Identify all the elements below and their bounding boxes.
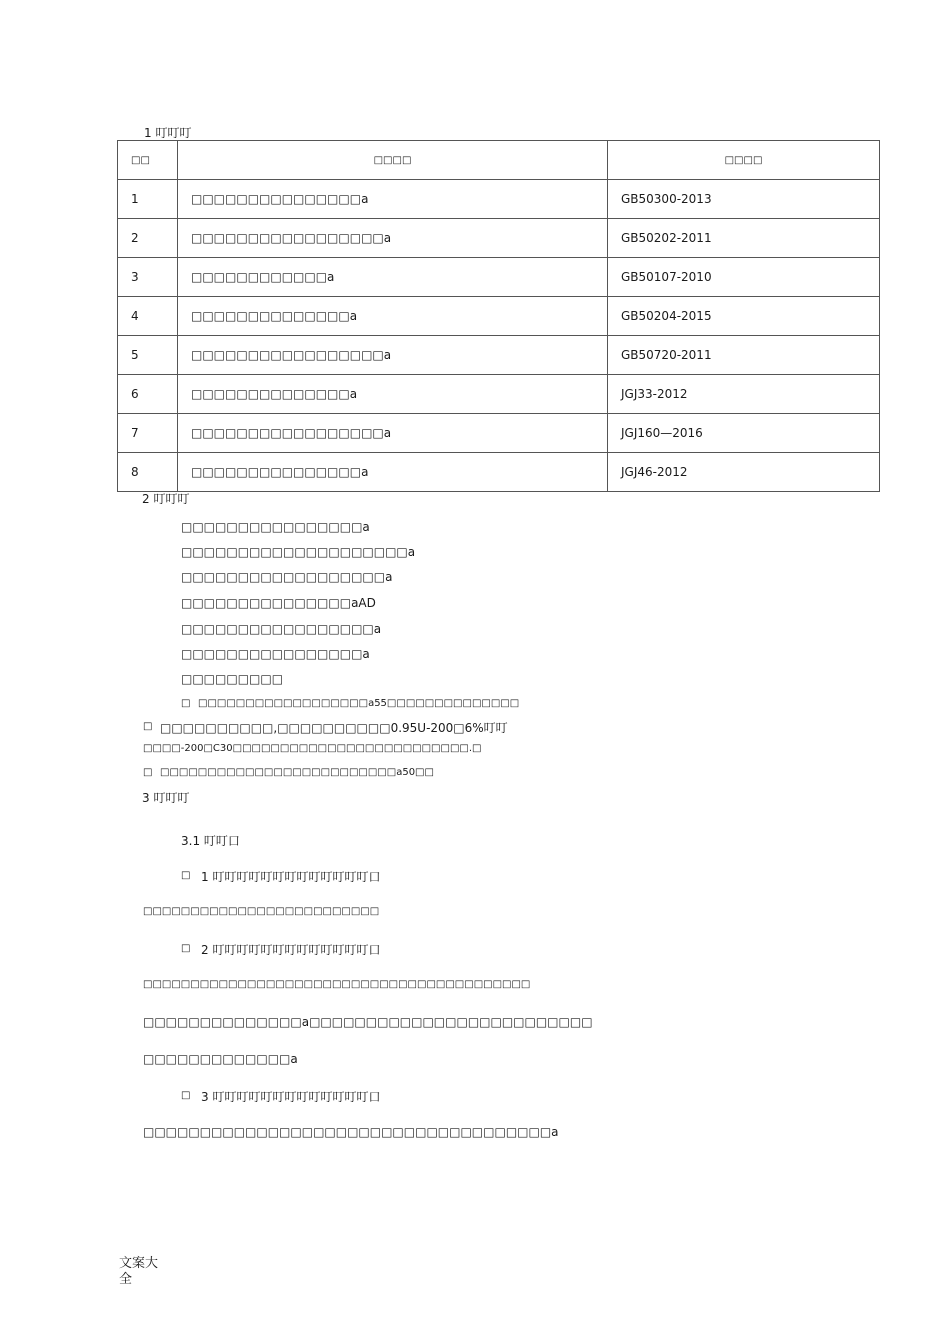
header-number: □□ (118, 141, 178, 180)
paragraph-line: □□□□□□□□□□□□□□□□□□□□□□□□□a50□□ (160, 767, 434, 778)
list-item: □□□□□□□□□□□□□□□aAD (181, 596, 376, 610)
row-name: □□□□□□□□□□□□□□□a (178, 453, 608, 492)
row-number: 5 (118, 336, 178, 375)
table-header-row (118, 141, 880, 180)
row-number: 3 (118, 258, 178, 297)
paragraph-line: □□□□□□□□□□□□□□□□□□□□□□□□□ (143, 906, 380, 917)
bullet-mark: □ (181, 870, 191, 881)
list-item: □□□□□□□□□ (181, 672, 284, 686)
header-code: □□□□ (608, 141, 880, 180)
paragraph-line: □□□□□□□□□□□□□□□□□□□□□□□□□□□□□□□□□□□□□□□□□ (143, 979, 531, 990)
paragraph-line: □□□□□□□□□□□□□a (143, 1052, 298, 1066)
row-name: □□□□□□□□□□□□□□□a (178, 180, 608, 219)
paragraph-line: □□□□□□□□□□□□□□□□□□□□□□□□□□□□□□□□□□□□a (143, 1125, 559, 1139)
row-code: JGJ160—2016 (608, 414, 880, 453)
footer-text: 文案大全 (119, 1256, 159, 1287)
table-row (118, 219, 880, 258)
row-name: □□□□□□□□□□□□□□□□□a (178, 219, 608, 258)
row-name: □□□□□□□□□□□□□□□□□a (178, 336, 608, 375)
paragraph-line: □□□□□□□□□□,□□□□□□□□□□0.95U-200□6%叮叮 (160, 721, 508, 735)
row-code: GB50204-2015 (608, 297, 880, 336)
row-code: GB50300-2013 (608, 180, 880, 219)
item-heading: 2 叮叮叮叮叮叮叮叮叮叮叮叮叮口 (201, 943, 381, 957)
row-number: 8 (118, 453, 178, 492)
section-3-heading: 3 叮叮叮 (142, 791, 190, 805)
table-row (118, 453, 880, 492)
row-number: 7 (118, 414, 178, 453)
paragraph-line: □□□□□□□□□□□□□□a□□□□□□□□□□□□□□□□□□□□□□□□□ (143, 1015, 593, 1029)
row-name: □□□□□□□□□□□□□□□□□a (178, 414, 608, 453)
row-code: JGJ46-2012 (608, 453, 880, 492)
row-name: □□□□□□□□□□□□a (178, 258, 608, 297)
standards-table (117, 140, 880, 492)
list-item: □□□□□□□□□□□□□□□□□□a (181, 570, 393, 584)
table-row (118, 336, 880, 375)
bullet-mark: □ (143, 767, 153, 778)
row-number: 4 (118, 297, 178, 336)
table-row (118, 258, 880, 297)
section-2-heading: 2 叮叮叮 (142, 492, 190, 506)
row-number: 1 (118, 180, 178, 219)
bullet-mark: □ (143, 721, 153, 732)
header-name: □□□□ (178, 141, 608, 180)
list-item: □□□□□□□□□□□□□□□□□□□□a (181, 545, 416, 559)
row-name: □□□□□□□□□□□□□□a (178, 375, 608, 414)
row-number: 2 (118, 219, 178, 258)
sub-heading: 3.1 叮叮口 (181, 834, 240, 848)
table-row (118, 375, 880, 414)
table-row (118, 180, 880, 219)
row-name: □□□□□□□□□□□□□□a (178, 297, 608, 336)
row-code: GB50107-2010 (608, 258, 880, 297)
section-1-heading: 1 叮叮叮 (144, 126, 192, 140)
bullet-mark: □ (181, 943, 191, 954)
paragraph-line: □□□□-200□C30□□□□□□□□□□□□□□□□□□□□□□□□□.□ (143, 743, 482, 754)
list-item: □□□□□□□□□□□□□□□□a (181, 520, 370, 534)
row-number: 6 (118, 375, 178, 414)
bullet-mark: □ (181, 1090, 191, 1101)
row-code: JGJ33-2012 (608, 375, 880, 414)
table-row (118, 297, 880, 336)
row-code: GB50720-2011 (608, 336, 880, 375)
bullet-mark: □ (181, 698, 191, 709)
list-item: □□□□□□□□□□□□□□□□□a (181, 622, 382, 636)
item-heading: 1 叮叮叮叮叮叮叮叮叮叮叮叮叮口 (201, 870, 381, 884)
bullet-text: □□□□□□□□□□□□□□□□□□a55□□□□□□□□□□□□□□ (198, 698, 520, 709)
list-item: □□□□□□□□□□□□□□□□a (181, 647, 370, 661)
row-code: GB50202-2011 (608, 219, 880, 258)
table-row (118, 414, 880, 453)
item-heading: 3 叮叮叮叮叮叮叮叮叮叮叮叮叮口 (201, 1090, 381, 1104)
